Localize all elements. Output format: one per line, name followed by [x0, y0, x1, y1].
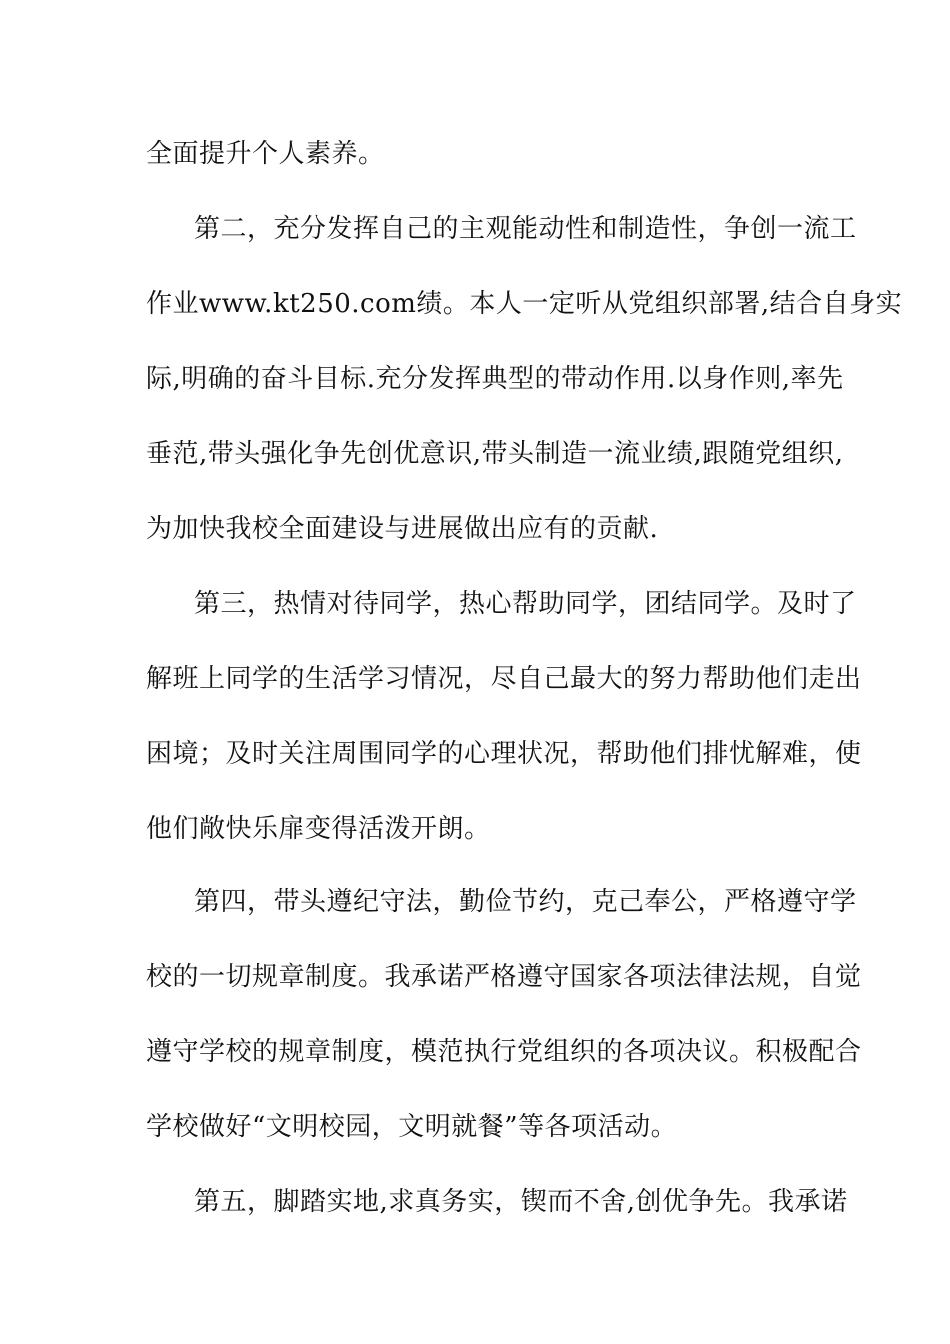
paragraph-start-line: 第四，带头遵纪守法，勤俭节约，克己奉公，严格遵守学	[194, 887, 857, 917]
text-line: 他们敞快乐扉变得活泼开朗。	[146, 814, 491, 844]
text-line: 垂范,带头强化争先创优意识,带头制造一流业绩,跟随党组织,	[146, 439, 844, 469]
paragraph-start-line: 第二，充分发挥自己的主观能动性和制造性，争创一流工	[194, 214, 857, 244]
text-line: 学校做好“文明校园，文明就餐”等各项活动。	[146, 1112, 678, 1142]
text-line: 解班上同学的生活学习情况，尽自己最大的努力帮助他们走出	[146, 664, 862, 694]
text-line: 遵守学校的规章制度，模范执行党组织的各项决议。积极配合	[146, 1037, 862, 1067]
paragraph-start-line: 第五，脚踏实地,求真务实，锲而不舍,创优争先。我承诺	[194, 1187, 848, 1217]
text-line: 作业www.kt250.com绩。本人一定听从党组织部署,结合自身实	[146, 289, 903, 319]
text-line: 校的一切规章制度。我承诺严格遵守国家各项法律法规，自觉	[146, 962, 862, 992]
text-line: 为加快我校全面建设与进展做出应有的贡献.	[146, 514, 659, 544]
text-line: 全面提升个人素养。	[146, 139, 385, 169]
text-line: 困境；及时关注周围同学的心理状况，帮助他们排忧解难，使	[146, 739, 862, 769]
text-line: 际,明确的奋斗目标.充分发挥典型的带动作用.以身作则,率先	[146, 364, 844, 394]
paragraph-start-line: 第三，热情对待同学，热心帮助同学，团结同学。及时了	[194, 589, 857, 619]
